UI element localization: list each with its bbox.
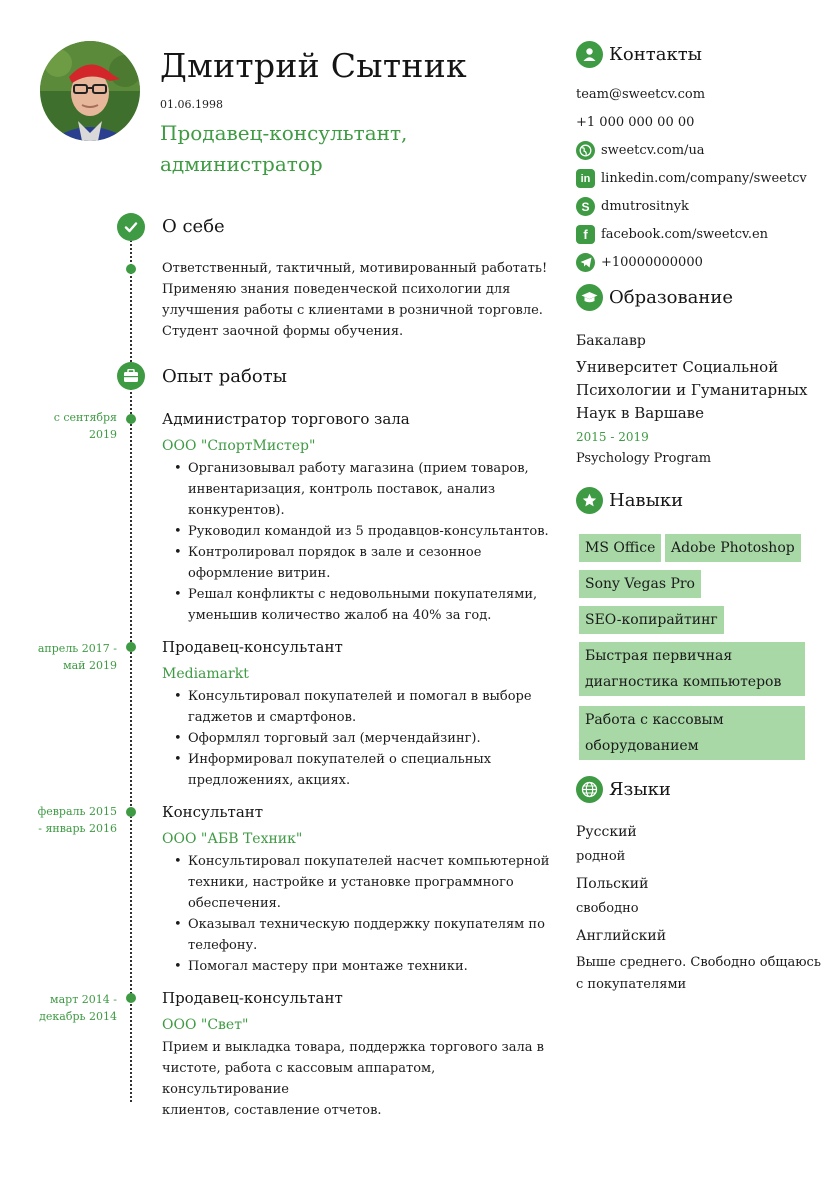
candidate-name: Дмитрий Сытник: [160, 46, 467, 85]
timeline-dot: [126, 807, 136, 817]
profile-photo: [40, 41, 140, 141]
company-name: ООО "Свет": [162, 1017, 249, 1033]
duty-item: • Информировал покупателей о специальных предложениях, акциях.: [162, 749, 552, 791]
job-date: [7, 640, 117, 674]
duty-item: • Помогал мастеру при монтаже техники.: [162, 956, 552, 977]
linkedin-link[interactable]: linkedin.com/company/sweetcv: [601, 171, 807, 186]
phone-number[interactable]: +1 000 000 00 00: [576, 115, 695, 130]
job-description-line: клиентов, составление отчетов.: [162, 1103, 382, 1118]
language-level: [576, 952, 821, 996]
skill-tag: SEO-копирайтинг: [579, 606, 724, 634]
university-name: [576, 356, 826, 425]
language-name: Английский: [576, 928, 667, 944]
skype-icon: S: [576, 197, 595, 216]
timeline-dot: [126, 414, 136, 424]
university-name-line: Наук в Варшаве: [576, 404, 704, 422]
job-title: Консультант: [162, 803, 264, 821]
skype-row[interactable]: [576, 197, 689, 216]
facebook-row[interactable]: [576, 225, 768, 244]
language-level: родной: [576, 849, 626, 864]
education-degree: Бакалавр: [576, 333, 646, 349]
website-link[interactable]: sweetcv.com/ua: [601, 143, 705, 158]
job-description-line: чистоте, работа с кассовым аппаратом, консультирование: [162, 1061, 436, 1097]
education-years: 2015 - 2019: [576, 430, 649, 444]
position-line: администратор: [160, 152, 323, 176]
duty-item: • Руководил командой из 5 продавцов-консультантов.: [162, 521, 552, 542]
language-level: свободно: [576, 901, 639, 916]
job-date: [7, 409, 117, 443]
star-icon: [576, 487, 603, 514]
duty-item: • Контролировал порядок в зале и сезонное оформление витрин.: [162, 542, 552, 584]
education-program: Psychology Program: [576, 451, 712, 466]
company-name: Mediamarkt: [162, 666, 249, 682]
timeline-dot: [126, 642, 136, 652]
date-of-birth: 01.06.1998: [160, 98, 223, 111]
job-date-line: май 2019: [63, 659, 117, 672]
university-name-line: Психологии и Гуманитарных: [576, 381, 808, 399]
about-line: улучшения работы с клиентами в розничной торговле.: [162, 303, 543, 318]
duty-item: • Организовывал работу магазина (прием товаров, инвентаризация, контроль поставок, анализ конкурентов).: [162, 458, 552, 521]
skills-header: [576, 487, 683, 514]
job-title: Продавец-консультант: [162, 638, 343, 656]
facebook-link[interactable]: facebook.com/sweetcv.en: [601, 227, 769, 242]
job-date: [7, 803, 117, 837]
language-name: Русский: [576, 824, 637, 840]
job-date-line: 2019: [89, 428, 117, 441]
globe-icon: [576, 141, 595, 160]
job-duties: [162, 851, 552, 977]
skill-tag-line: Быстрая первичная: [585, 648, 733, 664]
job-date-line: - январь 2016: [38, 822, 117, 835]
about-text: [162, 258, 552, 342]
job-date-line: апрель 2017 -: [37, 642, 117, 655]
duty-item: • Оформлял торговый зал (мерчендайзинг).: [162, 728, 552, 749]
telegram-icon: [576, 253, 595, 272]
skill-tag-line: диагностика компьютеров: [585, 674, 782, 690]
timeline-dot: [126, 264, 136, 274]
skill-tag: MS Office: [579, 534, 661, 562]
skill-tag: [579, 706, 805, 760]
company-name: ООО "СпортМистер": [162, 438, 316, 454]
university-name-line: Университет Социальной: [576, 358, 779, 376]
facebook-icon: f: [576, 225, 595, 244]
job-duties: [162, 686, 552, 791]
person-icon: [576, 41, 603, 68]
education-header: [576, 284, 733, 311]
language-level-line: Выше среднего. Свободно общаюсь: [576, 955, 821, 970]
email-link[interactable]: team@sweetcv.com: [576, 87, 706, 102]
skill-tag-line: Работа с кассовым: [585, 712, 724, 728]
website-row[interactable]: [576, 141, 705, 160]
contacts-title: Контакты: [609, 44, 702, 65]
duty-item: • Решал конфликты с недовольными покупателями, уменьшив количество жалоб на 40% за год.: [162, 584, 552, 626]
skills-title: Навыки: [609, 490, 684, 511]
job-date: [7, 991, 117, 1025]
job-date-line: февраль 2015: [37, 805, 117, 818]
about-line: Студент заочной формы обучения.: [162, 324, 404, 339]
skill-tag: Sony Vegas Pro: [579, 570, 701, 598]
telegram-row[interactable]: [576, 253, 703, 272]
skill-tag: [579, 642, 805, 696]
linkedin-row[interactable]: [576, 169, 807, 188]
desired-position: [160, 118, 460, 180]
job-description: [162, 1037, 562, 1121]
job-date-line: с сентября: [53, 411, 117, 424]
skill-tag: Adobe Photoshop: [665, 534, 801, 562]
graduation-cap-icon: [576, 284, 603, 311]
about-title: О себе: [162, 216, 225, 237]
skype-handle[interactable]: dmutrositnyk: [601, 199, 689, 214]
job-title: Администратор торгового зала: [162, 410, 410, 428]
language-name: Польский: [576, 876, 649, 892]
education-title: Образование: [609, 287, 734, 308]
job-date-line: декабрь 2014: [39, 1010, 117, 1023]
duty-item: • Оказывал техническую поддержку покупателям по телефону.: [162, 914, 552, 956]
contacts-header: [576, 41, 702, 68]
telegram-number[interactable]: +10000000000: [601, 255, 703, 270]
job-duties: [162, 458, 552, 626]
languages-header: [576, 776, 671, 803]
job-date-line: март 2014 -: [50, 993, 117, 1006]
duty-item: • Консультировал покупателей насчет компьютерной техники, настройке и установке программного обеспечения.: [162, 851, 552, 914]
about-line: Применяю знания поведенческой психологии для: [162, 282, 511, 297]
about-line: Ответственный, тактичный, мотивированный работать!: [162, 261, 548, 276]
languages-title: Языки: [609, 779, 671, 800]
briefcase-icon: [117, 362, 145, 390]
experience-title: Опыт работы: [162, 366, 287, 387]
language-level-line: с покупателями: [576, 977, 687, 992]
company-name: ООО "АБВ Техник": [162, 831, 303, 847]
job-description-line: Прием и выкладка товара, поддержка торгового зала в: [162, 1040, 544, 1055]
timeline-dot: [126, 993, 136, 1003]
check-icon: [117, 213, 145, 241]
job-title: Продавец-консультант: [162, 989, 343, 1007]
duty-item: • Консультировал покупателей и помогал в выборе гаджетов и смартфонов.: [162, 686, 552, 728]
globe-icon: [576, 776, 603, 803]
position-line: Продавец-консультант,: [160, 121, 408, 145]
linkedin-icon: in: [576, 169, 595, 188]
skill-tag-line: оборудованием: [585, 738, 699, 754]
